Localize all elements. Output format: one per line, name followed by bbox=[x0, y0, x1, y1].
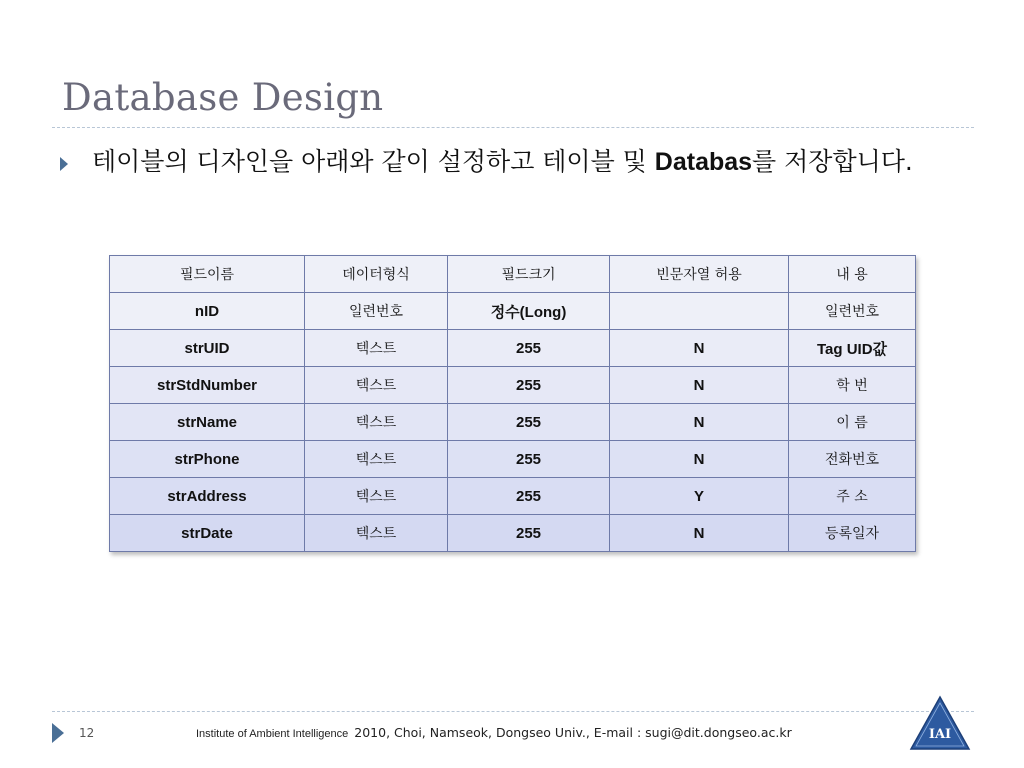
header-description: 내 용 bbox=[789, 256, 916, 293]
cell-field-size: 255 bbox=[448, 515, 610, 552]
cell-field-name: strUID bbox=[110, 330, 305, 367]
cell-description: 학 번 bbox=[789, 367, 916, 404]
table-row bbox=[110, 515, 916, 552]
cell-field-size: 정수(Long) bbox=[448, 293, 610, 330]
bullet-text-part2: 를 저장합니다. bbox=[752, 147, 913, 176]
cell-description: 이 름 bbox=[789, 404, 916, 441]
slide-title: Database Design bbox=[62, 76, 384, 119]
bullet-paragraph bbox=[92, 143, 972, 181]
cell-allow-empty: N bbox=[610, 404, 789, 441]
cell-data-type: 텍스트 bbox=[305, 478, 448, 515]
cell-field-name: nID bbox=[110, 293, 305, 330]
footer-institute: Institute of Ambient Intelligence bbox=[196, 728, 349, 740]
iai-logo-icon bbox=[908, 694, 972, 752]
bullet-text-part1: 테이블의 디자인을 아래와 같이 설정하고 테이블 및 bbox=[92, 147, 655, 176]
cell-allow-empty: Y bbox=[610, 478, 789, 515]
table-row bbox=[110, 330, 916, 367]
bullet-text-bold: Databas bbox=[654, 148, 753, 176]
header-field-size: 필드크기 bbox=[448, 256, 610, 293]
cell-data-type: 텍스트 bbox=[305, 515, 448, 552]
footer-divider bbox=[52, 711, 974, 712]
table-row bbox=[110, 478, 916, 515]
cell-field-size: 255 bbox=[448, 404, 610, 441]
cell-description: 등록일자 bbox=[789, 515, 916, 552]
cell-allow-empty: N bbox=[610, 367, 789, 404]
cell-description: 전화번호 bbox=[789, 441, 916, 478]
table-row bbox=[110, 293, 916, 330]
cell-data-type: 일련번호 bbox=[305, 293, 448, 330]
database-design-table bbox=[109, 255, 916, 552]
header-field-name: 필드이름 bbox=[110, 256, 305, 293]
header-allow-empty: 빈문자열 허용 bbox=[610, 256, 789, 293]
cell-field-name: strPhone bbox=[110, 441, 305, 478]
header-data-type: 데이터형식 bbox=[305, 256, 448, 293]
table-row bbox=[110, 367, 916, 404]
cell-field-name: strDate bbox=[110, 515, 305, 552]
cell-field-name: strStdNumber bbox=[110, 367, 305, 404]
title-divider bbox=[52, 127, 974, 128]
cell-field-name: strAddress bbox=[110, 478, 305, 515]
cell-description: 주 소 bbox=[789, 478, 916, 515]
bullet-arrow-icon bbox=[60, 157, 68, 171]
cell-allow-empty: N bbox=[610, 330, 789, 367]
footer-info bbox=[196, 725, 792, 740]
cell-field-name: strName bbox=[110, 404, 305, 441]
cell-description: Tag UID값 bbox=[789, 330, 916, 367]
footer-details: 2010, Choi, Namseok, Dongseo Univ., E-mail : sugi@dit.dongseo.ac.kr bbox=[354, 725, 792, 740]
cell-allow-empty: N bbox=[610, 441, 789, 478]
logo-text: IAI bbox=[928, 727, 952, 742]
cell-allow-empty bbox=[610, 293, 789, 330]
cell-data-type: 텍스트 bbox=[305, 404, 448, 441]
cell-allow-empty: N bbox=[610, 515, 789, 552]
table-row bbox=[110, 441, 916, 478]
cell-field-size: 255 bbox=[448, 330, 610, 367]
table-row bbox=[110, 404, 916, 441]
page-number: 12 bbox=[79, 726, 95, 740]
cell-description: 일련번호 bbox=[789, 293, 916, 330]
footer-arrow-icon bbox=[52, 723, 64, 743]
table-header-row bbox=[110, 256, 916, 293]
cell-data-type: 텍스트 bbox=[305, 367, 448, 404]
cell-field-size: 255 bbox=[448, 441, 610, 478]
cell-data-type: 텍스트 bbox=[305, 330, 448, 367]
cell-data-type: 텍스트 bbox=[305, 441, 448, 478]
cell-field-size: 255 bbox=[448, 367, 610, 404]
cell-field-size: 255 bbox=[448, 478, 610, 515]
